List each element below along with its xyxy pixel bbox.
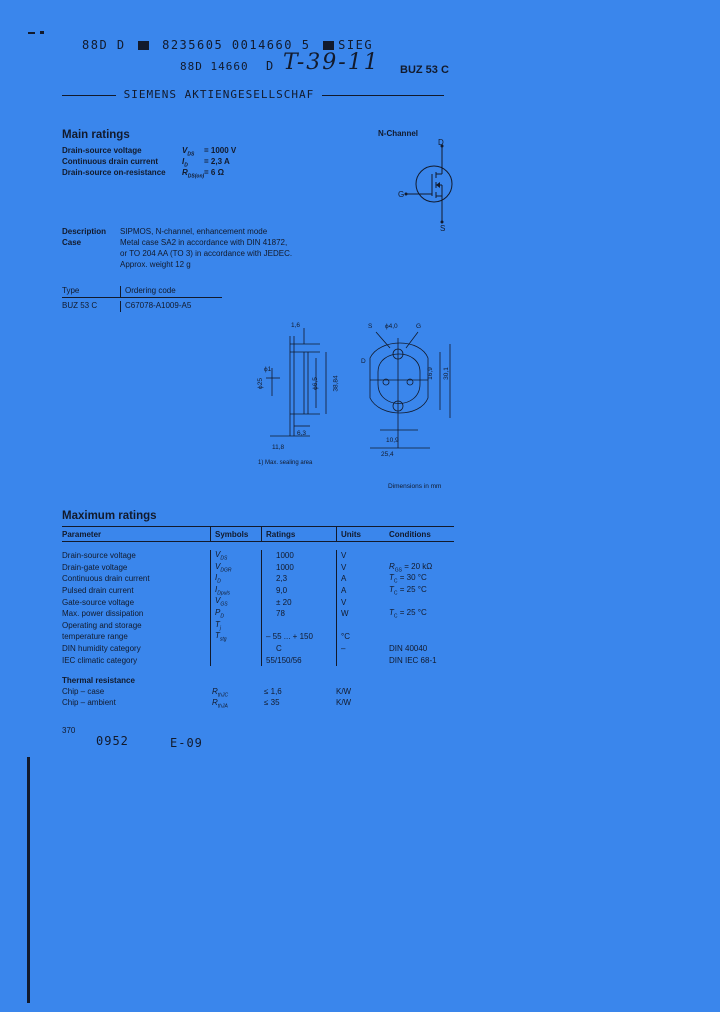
col-ratings: Ratings [262,527,337,542]
symbol-cell: $P_D$ [211,608,262,620]
unit-cell [337,654,384,666]
unit-cell: W [337,608,384,620]
col-conditions: Conditions [383,527,454,542]
main-ratings-title: Main ratings [62,129,130,141]
thermal-row [62,698,362,709]
thermal-unit: K/W [336,687,352,696]
drawing-footnote: 1) Max. sealing area [258,460,313,466]
condition-cell: $T_C = 25$ °C [389,607,427,620]
rating-symbol: $V_{DS}$ [182,146,195,158]
black-marker [138,41,149,50]
page-number: 370 [62,726,76,735]
header-line-2: 88D 14660 [180,60,249,73]
dim-phi25: ϕ25 [256,378,264,389]
symbol-cell: $T_{stg}$ [211,631,262,643]
dim-25-4: 25,4 [381,451,394,458]
thermal-section [62,676,362,709]
symbol-cell: $I_D$ [211,573,262,585]
rating-value: = 1000 V [204,146,237,155]
thermal-rating: ≤ 35 [264,698,280,707]
condition-cell: $T_C = 25$ °C [389,584,427,597]
ordering-code: C67078-A1009-A5 [120,301,191,312]
condition-cell: DIN IEC 68-1 [389,655,437,665]
dim-1-6: 1,6 [291,322,301,329]
company-line [62,88,444,101]
param-cell: IEC climatic category [62,655,138,665]
table-row [62,620,454,632]
main-rating-row [62,157,282,168]
description-line: or TO 204 AA (TO 3) in accordance with JEDEC. [120,249,293,258]
thermal-rating: ≤ 1,6 [264,687,282,696]
unit-cell: V [337,550,384,562]
rating-cell: 1000 [262,550,337,562]
unit-cell: °C [337,631,384,643]
rule [322,95,444,96]
rule [62,95,116,96]
description-line: Approx. weight 12 g [120,260,191,269]
description-label: Description [62,227,107,236]
table-row [62,643,454,655]
edge-bar [27,757,30,1003]
col-parameter: Parameter [62,527,211,542]
dim-30-1: 30,1 [442,367,450,380]
ordering-table [62,286,222,312]
main-ratings-list [62,146,282,179]
condition-cell [383,596,454,608]
part-number: BUZ 53 C [400,64,449,76]
table-row [62,550,454,562]
param-cell: Drain-gate voltage [62,562,128,572]
header-code-c: SIEG [338,38,374,52]
drawing-caption: Dimensions in mm [388,483,442,490]
dim-6-3: 6,3 [297,430,307,437]
rating-cell: 1000 [262,562,337,574]
n-channel-label: N-Channel [378,129,418,138]
condition-cell: $R_{GS} = 20$ kΩ [389,561,433,574]
case-label: Case [62,238,82,247]
thermal-param: Chip – ambient [62,698,116,707]
condition-cell [383,631,454,643]
ordering-col-code: Ordering code [120,286,176,297]
param-cell: Gate-source voltage [62,597,135,607]
condition-cell: DIN 40040 [389,644,428,653]
rating-value: = 6 Ω [204,168,224,177]
dim-phi4: ϕ4,0 [385,323,398,330]
unit-cell: A [337,585,384,597]
table-row [62,654,454,666]
thermal-param: Chip – case [62,687,105,696]
main-rating-row [62,146,282,157]
table-row [62,585,454,597]
unit-cell: – [337,643,384,655]
max-ratings-header-row [62,527,454,542]
rating-cell: C [262,643,337,655]
dim-s: S [368,323,373,330]
dim-phi1: ϕ1 [264,366,272,373]
unit-cell: A [337,573,384,585]
param-cell: temperature range [62,632,128,642]
symbol-cell: $V_{GS}$ [211,596,262,608]
header-code-a: 88D D [82,38,126,52]
rating-label: Drain-source on-resistance [62,168,166,177]
unit-cell: V [337,562,384,574]
table-row [62,631,454,643]
rating-cell: 78 [262,608,337,620]
thermal-unit: K/W [336,698,352,707]
param-cell: DIN humidity category [62,644,141,653]
thermal-title: Thermal resistance [62,676,135,685]
header-d: D [266,59,274,73]
dim-phi6-5: ϕ6,5 [311,377,319,390]
rating-cell: 2,3 [262,573,337,585]
corner-mark [40,31,44,34]
ordering-row [62,301,222,312]
company-name: SIEMENS AKTIENGESELLSCHAF [123,88,315,101]
thermal-symbol: $R_{thJC}$ [212,687,229,699]
corner-mark [28,32,35,34]
dim-10-9: 10,9 [386,437,399,444]
rating-cell: – 55 ... + 150 [262,631,337,643]
table-row [62,573,454,585]
main-rating-row [62,168,282,179]
header-code-b: 8235605 0014660 5 [162,38,311,52]
param-cell: Drain-source voltage [62,551,136,561]
rating-value: = 2,3 A [204,157,230,166]
condition-cell [383,620,454,632]
thermal-symbol: $R_{thJA}$ [212,698,228,710]
rating-cell: 9,0 [262,585,337,597]
table-row [62,562,454,574]
param-cell: Pulsed drain current [62,586,134,596]
dim-38-84: 38,84 [332,375,340,392]
dim-g: G [416,323,422,330]
rating-symbol: $R_{DS(on)}$ [182,168,205,180]
ordering-type: BUZ 53 C [62,301,98,310]
symbol-cell: $V_{DGR}$ [211,562,262,574]
rating-cell [262,620,337,632]
description-line: Metal case SA2 in accordance with DIN 41872, [120,238,288,247]
max-ratings-title: Maximum ratings [62,510,157,522]
col-units: Units [337,527,384,542]
col-symbols: Symbols [211,527,262,542]
condition-cell: $T_C = 30$ °C [389,573,427,585]
rating-label: Drain-source voltage [62,146,142,155]
dim-11-8: 11,8 [272,444,285,451]
description-text [120,226,380,270]
rating-cell: 55/150/56 [262,654,337,666]
param-cell: Max. power dissipation [62,609,144,619]
description-line: SIPMOS, N-channel, enhancement mode [120,227,268,236]
mosfet-symbol [392,136,464,230]
table-row [62,608,454,620]
black-marker [323,41,334,50]
symbol-cell: $V_{DS}$ [211,550,262,562]
handwritten-note: T-39-11 [283,50,380,75]
rating-cell: ± 20 [262,596,337,608]
thermal-row [62,687,362,698]
symbol-cell [211,654,262,666]
pin-d-label: D [438,138,444,147]
param-cell: Continuous drain current [62,574,150,584]
condition-cell [383,550,454,562]
rating-label: Continuous drain current [62,157,158,166]
unit-cell [337,620,384,632]
table-row [62,596,454,608]
pin-s-label: S [440,224,446,233]
param-cell: Operating and storage [62,620,142,630]
pin-g-label: G [398,190,405,199]
symbol-cell [211,643,262,655]
dim-d: D [361,358,366,365]
unit-cell: V [337,596,384,608]
footer-code-1: 0952 [96,734,129,748]
symbol-cell: $I_{Dpuls}$ [211,585,262,597]
rating-symbol: $I_D$ [182,157,188,169]
ordering-header [62,286,222,298]
footer-code-2: E-09 [170,736,203,750]
dim-16-9: 16,9 [426,367,434,380]
max-ratings-table [62,526,454,666]
symbol-cell: $T_j$ [211,620,262,632]
ordering-col-type: Type [62,286,80,295]
